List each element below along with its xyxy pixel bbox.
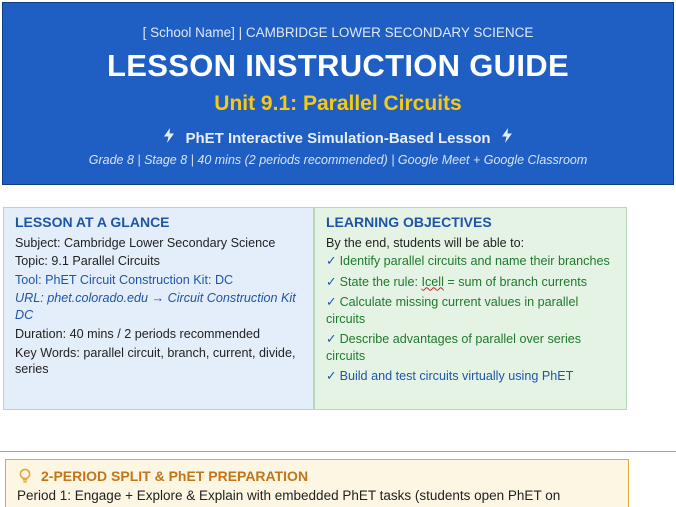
school-line: [ School Name] | CAMBRIDGE LOWER SECONDARY SCIENCE [142,25,534,40]
lightning-icon [501,128,513,147]
subtitle-text: PhET Interactive Simulation-Based Lesson [185,130,491,147]
check-icon: ✓ [326,254,337,268]
check-icon: ✓ [326,295,337,309]
section-divider [0,451,676,452]
url-line[interactable]: URL: phet.colorado.edu → Circuit Construction Kit DC [15,291,296,322]
subject-line: Subject: Cambridge Lower Secondary Science [15,235,276,250]
unit-title: Unit 9.1: Parallel Circuits [214,92,462,115]
icell-symbol: Icell [421,274,444,289]
split-title: 2-PERIOD SPLIT & PhET PREPARATION [17,468,617,484]
duration-line: Duration: 40 mins / 2 periods recommended [15,327,261,341]
header-banner [2,2,674,185]
period-split-panel [5,459,629,507]
objective-item: ✓ Build and test circuits virtually using PhET [326,369,574,383]
objectives-intro: By the end, students will be able to: [326,235,525,250]
lightning-icon [163,128,175,147]
lightbulb-icon [17,468,33,484]
check-icon: ✓ [326,274,337,289]
subtitle [3,128,673,147]
page-title: LESSON INSTRUCTION GUIDE [107,48,569,83]
check-icon: ✓ [326,369,337,383]
objective-item: ✓ Identify parallel circuits and name their branches [326,254,610,268]
glance-title: LESSON AT A GLANCE [15,214,170,230]
objective-item: ✓ Describe advantages of parallel over series circuits [326,332,582,363]
check-icon: ✓ [326,332,337,346]
keywords-line: Key Words: parallel circuit, branch, current, divide, series [15,345,296,376]
topic-line: Topic: 9.1 Parallel Circuits [15,254,160,268]
objectives-title: LEARNING OBJECTIVES [326,214,492,230]
split-text: Period 1: Engage + Explore & Explain with embedded PhET tasks (students open PhET on [17,488,561,503]
lesson-meta: Grade 8 | Stage 8 | 40 mins (2 periods recommended) | Google Meet + Google Classroom [88,153,588,167]
objective-item: ✓ State the rule: Icell = sum of branch currents [326,274,588,289]
lesson-at-a-glance-panel [3,207,314,410]
learning-objectives-panel [314,207,627,410]
tool-line: Tool: PhET Circuit Construction Kit: DC [15,272,234,287]
objective-item: ✓ Calculate missing current values in parallel circuits [326,295,579,326]
